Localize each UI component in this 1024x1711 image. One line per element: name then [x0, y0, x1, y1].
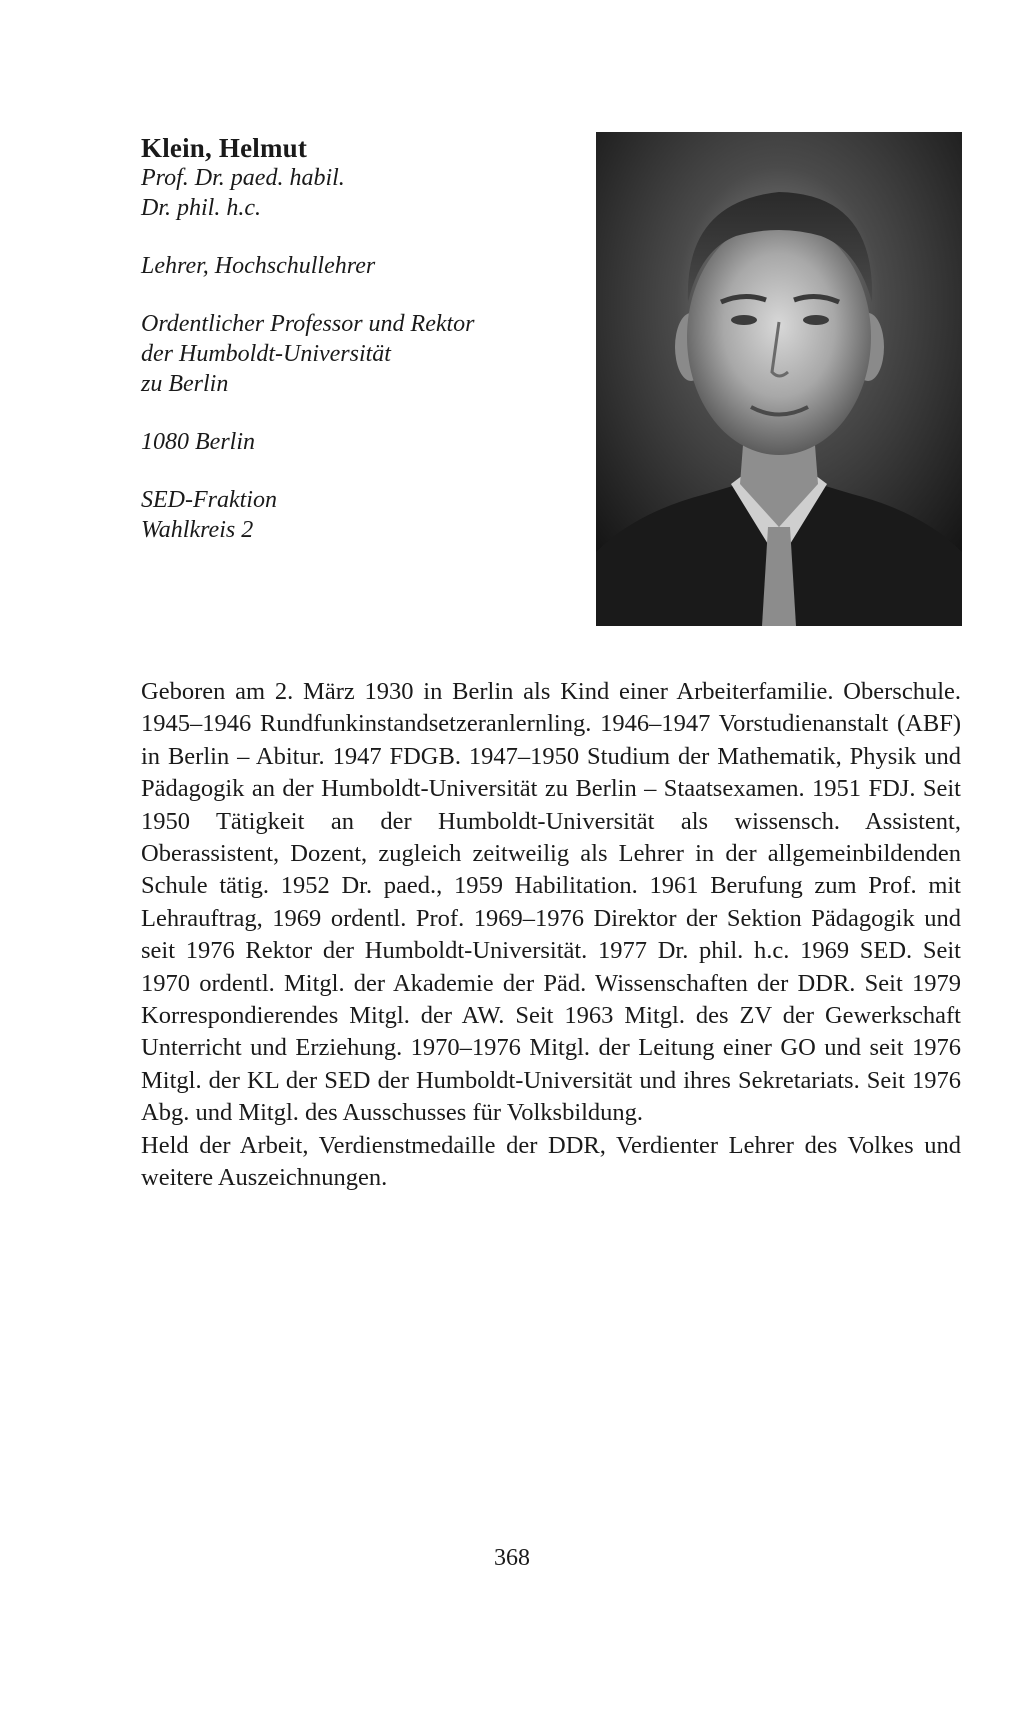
biography — [141, 676, 961, 1195]
parliamentary-fraction: SED-Fraktion — [141, 487, 277, 513]
page-number: 368 — [494, 1545, 530, 1571]
portrait-photo — [596, 132, 962, 626]
profession: Lehrer, Hochschullehrer — [141, 253, 376, 279]
honorary-title: Dr. phil. h.c. — [141, 195, 261, 221]
entry-header — [141, 133, 581, 545]
position-line-2: der Humboldt-Universität — [141, 341, 391, 367]
address: 1080 Berlin — [141, 429, 255, 455]
position-line-3: zu Berlin — [141, 371, 229, 397]
position-line-1: Ordentlicher Professor und Rektor — [141, 311, 475, 337]
biography-paragraph: Geboren am 2. März 1930 in Berlin als Kind einer Arbeiterfamilie. Oberschule. 1945–1946 Rundfunkinstandsetzeranlernling. 1946–1947 Vorstudienanstalt (ABF) in Berlin – Abitur. 1947 FDGB. 1947–1950 Studium der Mathematik, Physik und Pädagogik an der Humboldt-Universität zu Berlin – Staatsexamen. 1951 FDJ. Seit 1950 Tätigkeit an der Humboldt-Universität als wissensch. Assistent, Oberassistent, Dozent, zugleich zeitweilig als Lehrer in der allgemeinbildenden Schule tätig. 1952 Dr. paed., 1959 Habilitation. 1961 Berufung zum Prof. mit Lehrauftrag, 1969 ordentl. Prof. 1969–1976 Direktor der Sektion Pädagogik und seit 1976 Rektor der Humboldt-Universität. 1977 Dr. phil. h.c. 1969 SED. Seit 1970 ordentl. Mitgl. der Akademie der Päd. Wissenschaften der DDR. Seit 1979 Korrespondierendes Mitgl. der AW. Seit 1963 Mitgl. des ZV der Gewerkschaft Unterricht und Erziehung. 1970–1976 Mitgl. der Leitung einer GO und seit 1976 Mitgl. der KL der SED der Humboldt-Universität und ihres Sekretariats. Seit 1976 Abg. und Mitgl. des Ausschusses für Volksbildung. — [141, 678, 961, 1127]
portrait-photo-icon — [596, 132, 962, 626]
constituency: Wahlkreis 2 — [141, 517, 254, 543]
person-name: Klein, Helmut — [141, 133, 308, 163]
awards-paragraph: Held der Arbeit, Verdienstmedaille der DDR, Verdienter Lehrer des Volkes und weitere Auszeichnungen. — [141, 1131, 961, 1192]
academic-title: Prof. Dr. paed. habil. — [141, 165, 345, 191]
